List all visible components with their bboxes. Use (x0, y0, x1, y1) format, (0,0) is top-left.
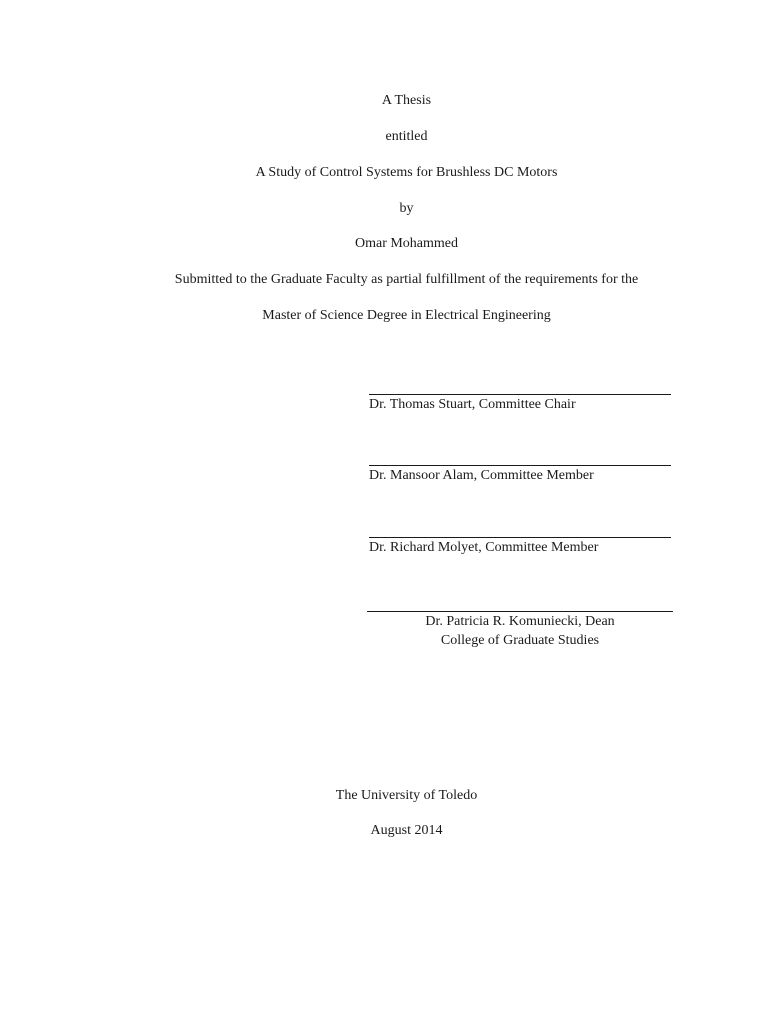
signature-name: Dr. Richard Molyet, Committee Member (369, 540, 599, 555)
entitled-label: entitled (385, 129, 428, 144)
signature-block-member-1 (369, 465, 671, 485)
signature-block-dean (367, 611, 673, 650)
signature-block-chair (369, 394, 671, 414)
author-name: Omar Mohammed (354, 236, 459, 251)
signature-line (369, 537, 671, 538)
thesis-title: A Study of Control Systems for Brushless DC Motors (255, 165, 558, 180)
signature-name: Dr. Mansoor Alam, Committee Member (369, 468, 594, 483)
dean-college: College of Graduate Studies (440, 633, 600, 648)
submission-date: August 2014 (370, 823, 443, 838)
university-name: The University of Toledo (335, 788, 478, 803)
signature-block-member-2 (369, 537, 671, 557)
signature-name: Dr. Thomas Stuart, Committee Chair (369, 397, 576, 412)
signature-line (369, 465, 671, 466)
degree-statement: Master of Science Degree in Electrical Engineering (262, 308, 551, 323)
dean-name: Dr. Patricia R. Komuniecki, Dean (425, 614, 615, 629)
by-label: by (399, 201, 414, 216)
submission-statement: Submitted to the Graduate Faculty as partial fulfillment of the requirements for the (174, 272, 639, 287)
signature-line (369, 394, 671, 395)
thesis-label: A Thesis (381, 93, 432, 108)
